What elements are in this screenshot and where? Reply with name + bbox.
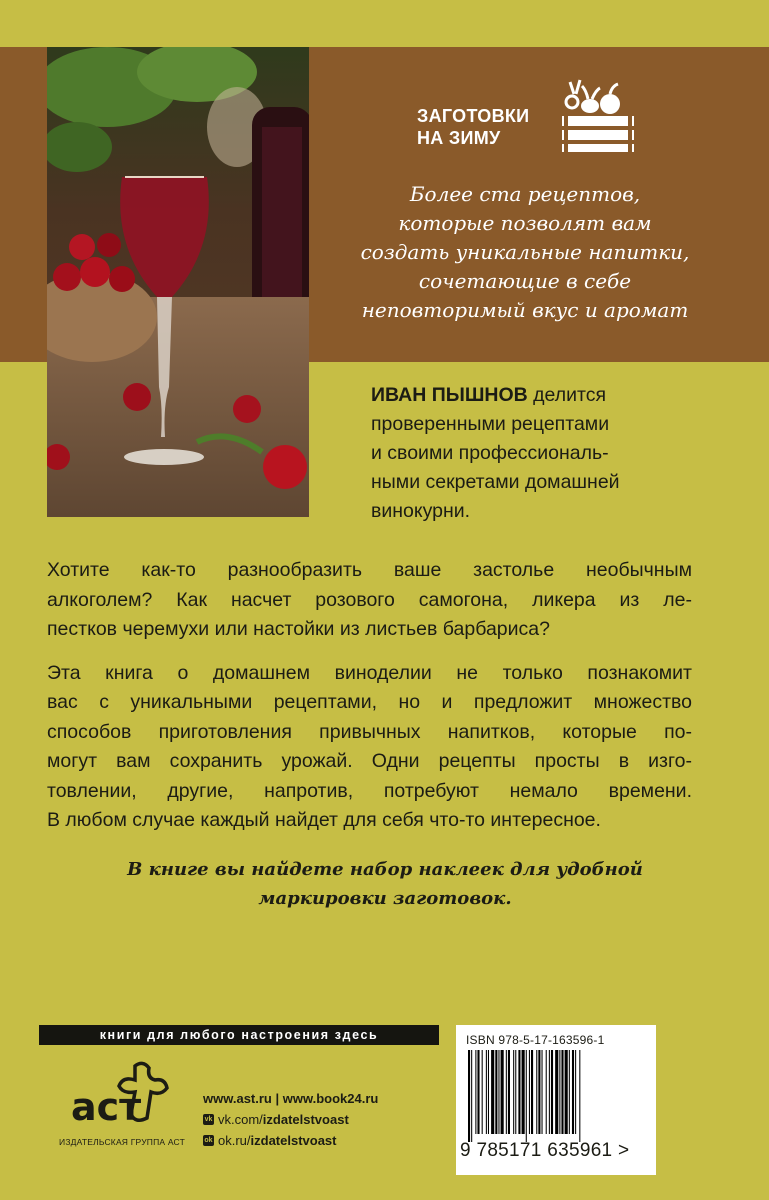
intro-line: сочетающие в себе — [418, 269, 632, 293]
barcode-graphic — [466, 1050, 644, 1142]
author-name: ИВАН ПЫШНОВ — [371, 384, 528, 406]
author-blurb-line: и своими профессиональ- — [371, 442, 609, 464]
ok-icon: ok — [204, 1137, 213, 1144]
intro-italic-text — [330, 180, 720, 325]
note-line: маркировки заготовок. — [258, 888, 512, 909]
barcode-bar — [531, 1050, 533, 1134]
ast-logo — [65, 1058, 175, 1130]
author-blurb-line: делится — [527, 384, 607, 406]
barcode-bar — [561, 1050, 563, 1134]
note-line: В книге вы найдете набор наклеек для удобной — [127, 859, 643, 880]
series-title-line2: НА ЗИМУ — [417, 128, 501, 148]
publisher-name: ИЗДАТЕЛЬСКАЯ ГРУППА АСТ — [59, 1137, 185, 1147]
barcode-bar — [551, 1050, 553, 1134]
author-blurb-line: винокурни. — [371, 500, 471, 522]
ok-link-prefix[interactable]: ok.ru/ — [218, 1133, 251, 1148]
body-line: вас с уникальными рецептами, но и предложит множество — [47, 691, 692, 713]
liqueur-glass-illustration — [47, 47, 309, 517]
barcode-bar — [538, 1050, 540, 1134]
ok-link-handle[interactable]: izdatelstvoast — [250, 1133, 337, 1148]
barcode-bar — [536, 1050, 537, 1134]
ean-digits: 9 785171 635961 > — [460, 1140, 630, 1161]
logo-lettering: аст — [71, 1085, 142, 1129]
barcode-bar — [565, 1050, 568, 1134]
barcode-bar — [482, 1050, 483, 1134]
barcode-bar — [471, 1050, 472, 1142]
website-links[interactable]: www.ast.ru | www.book24.ru — [203, 1091, 379, 1106]
barcode-bar — [559, 1050, 560, 1134]
barcode-bar — [513, 1050, 514, 1134]
author-blurb-line: проверенными рецептами — [371, 413, 610, 435]
vk-link-prefix[interactable]: vk.com/ — [218, 1112, 263, 1127]
series-title — [417, 105, 577, 149]
intro-line: Более ста рецептов, — [409, 182, 641, 206]
body-line: Эта книга о домашнем виноделии не только познакомит — [47, 661, 692, 684]
barcode-bar — [529, 1050, 530, 1134]
body-line: алкоголем? Как насчет розового самогона, ликера из ле- — [47, 588, 692, 611]
vegetable-crate-icon — [560, 72, 636, 152]
body-line: пестков черемухи или настойки из листьев барбариса? — [47, 618, 550, 640]
publisher-links — [203, 1088, 443, 1151]
barcode-bar — [486, 1050, 487, 1134]
author-blurb-line: ными секретами домашней — [371, 471, 620, 493]
barcode-bar — [506, 1050, 507, 1134]
barcode-bar — [477, 1050, 479, 1134]
vk-icon: vk — [204, 1116, 213, 1123]
barcode-bar — [518, 1050, 520, 1134]
intro-line: неповторимый вкус и аромат — [361, 298, 689, 322]
barcode-bar — [572, 1050, 574, 1134]
barcode-bar — [569, 1050, 570, 1134]
barcode-bar — [579, 1050, 580, 1142]
barcode-bar — [549, 1050, 550, 1134]
barcode-bar — [546, 1050, 547, 1134]
vk-link-handle[interactable]: izdatelstvoast — [262, 1112, 349, 1127]
barcode-bar — [526, 1050, 527, 1142]
barcode-bar — [475, 1050, 476, 1134]
body-line: могут вам сохранить урожай. Одни рецепты просты в изго- — [47, 750, 692, 772]
series-title-line1: ЗАГОТОВКИ — [417, 106, 530, 126]
description-body — [47, 556, 692, 836]
isbn-number: ISBN 978-5-17-163596-1 — [466, 1033, 605, 1047]
intro-line: создать уникальные напитки, — [360, 240, 690, 264]
stickers-note — [90, 855, 680, 913]
barcode-bar — [488, 1050, 489, 1134]
intro-line: которые позволят вам — [398, 211, 652, 235]
barcode-bar — [468, 1050, 470, 1142]
tagline-banner: книги для любого настроения здесь — [39, 1025, 439, 1045]
barcode-bar — [575, 1050, 576, 1134]
barcode-bar — [498, 1050, 499, 1134]
barcode-bar — [522, 1050, 525, 1134]
barcode-bar — [555, 1050, 558, 1134]
barcode-bar — [491, 1050, 494, 1134]
body-line: способов приготовления привычных напитков, которые по- — [47, 720, 692, 743]
barcode-bar — [501, 1050, 504, 1134]
barcode-bar — [508, 1050, 510, 1134]
body-line: В любом случае каждый найдет для себя что-то интересное. — [47, 809, 601, 831]
author-blurb — [371, 381, 731, 526]
cover-photo-cherry-liqueur — [47, 47, 309, 517]
barcode-bar — [495, 1050, 497, 1134]
barcode-bar — [515, 1050, 516, 1134]
body-line: товлении, другие, напротив, потребуют немало времени. — [47, 779, 692, 802]
body-line: Хотите как-то разнообразить ваше застолье необычным — [47, 559, 692, 581]
barcode-bar — [542, 1050, 543, 1134]
